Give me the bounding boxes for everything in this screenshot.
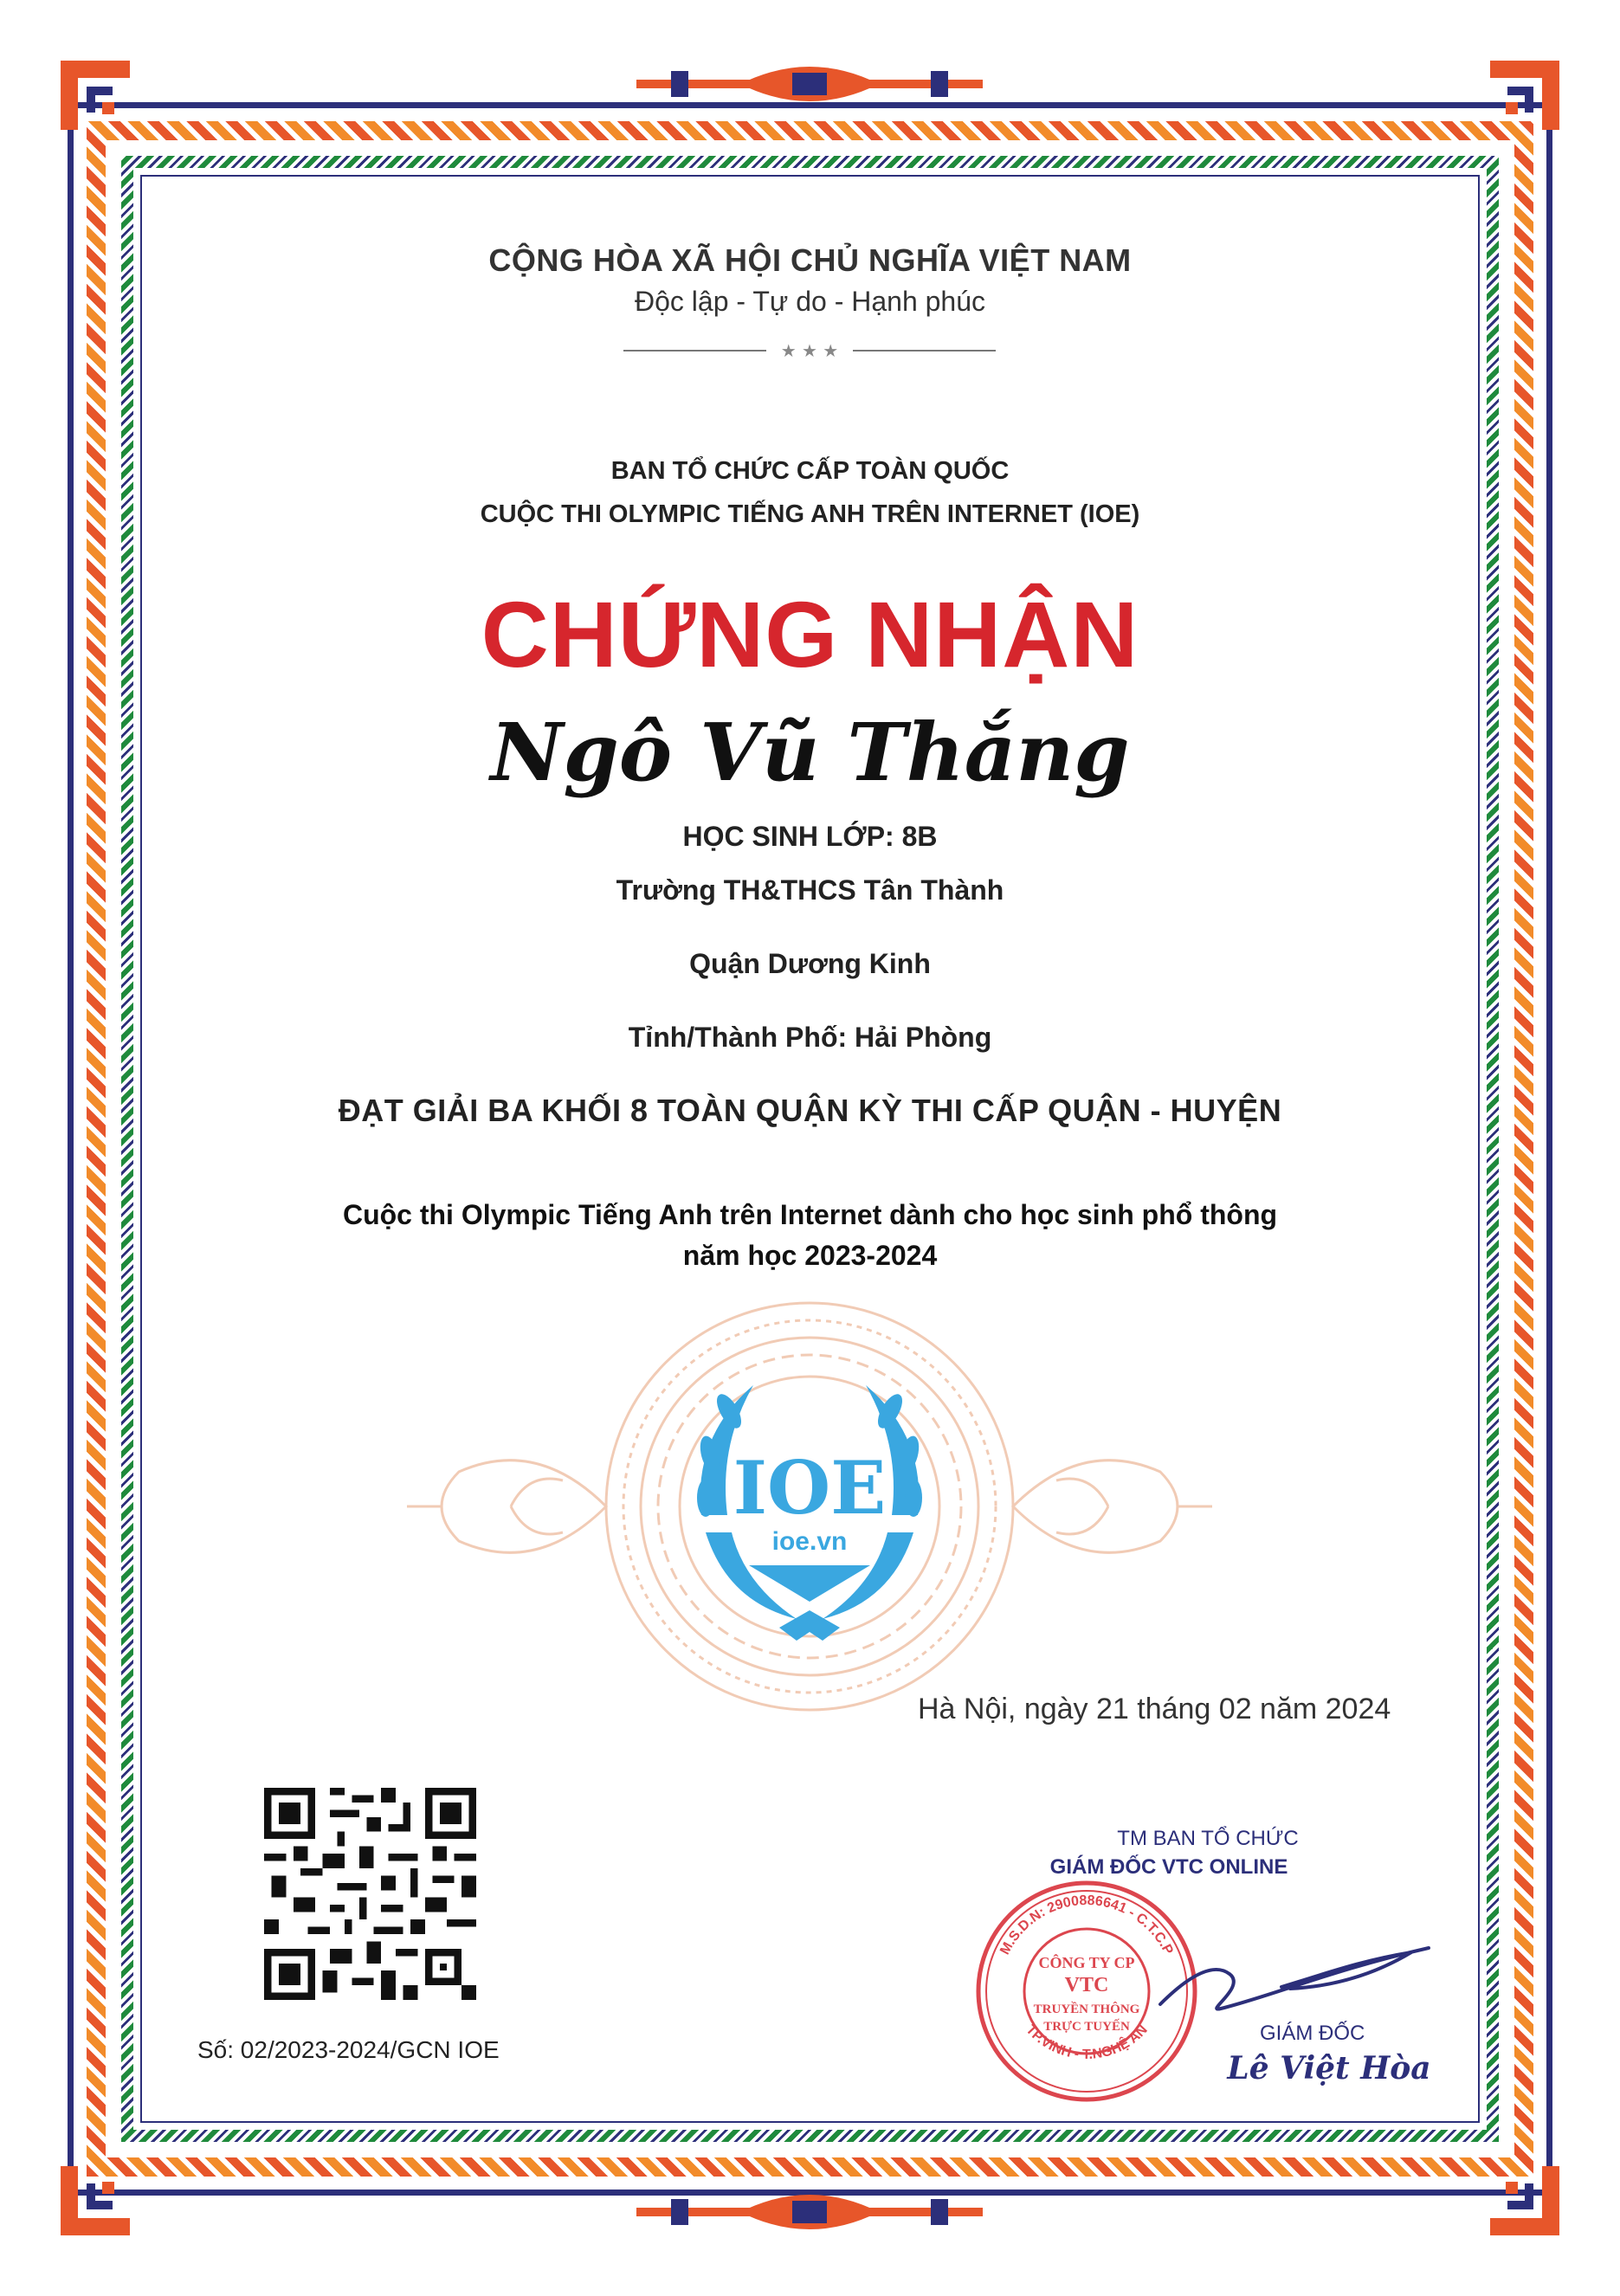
corner-ornament-bottom-right (1464, 2140, 1568, 2244)
corner-ornament-bottom-left (52, 2140, 156, 2244)
certificate-title: CHỨNG NHẬN (481, 582, 1139, 687)
organizer-line-1: BAN TỔ CHỨC CẤP TOÀN QUỐC (610, 457, 1010, 485)
national-motto: Độc lập - Tự do - Hạnh phúc (634, 286, 986, 317)
motto-divider-stars (623, 342, 996, 359)
signature-title-line-1: TM BAN TỔ CHỨC (1117, 1827, 1299, 1850)
contest-description-line-1: Cuộc thi Olympic Tiếng Anh trên Internet dành cho học sinh phổ thông (342, 1199, 1278, 1230)
award-text: ĐẠT GIẢI BA KHỐI 8 TOÀN QUẬN KỲ THI CẤP QUẬN - HUYỆN (338, 1093, 1282, 1128)
school-name: Trường TH&THCS Tân Thành (616, 874, 1004, 906)
ioe-logo-url: ioe.vn (771, 1527, 848, 1556)
organizer-line-2: CUỘC THI OLYMPIC TIẾNG ANH TRÊN INTERNET (IOE) (480, 500, 1140, 528)
svg-text:VTC: VTC (1064, 1974, 1109, 1996)
corner-ornament-top-left (52, 52, 156, 156)
district-name: Quận Dương Kinh (689, 948, 931, 979)
signer-role: GIÁM ĐỐC (1260, 2022, 1365, 2045)
signer-name: Lê Việt Hòa (1227, 2050, 1431, 2086)
svg-text:CÔNG TY CP: CÔNG TY CP (1038, 1954, 1135, 1971)
contest-description-line-2: năm học 2023-2024 (682, 1240, 938, 1271)
recipient-name: Ngô Vũ Thắng (490, 706, 1130, 799)
svg-text:TP.VINH - T.NGHỆ AN: TP.VINH - T.NGHỆ AN (1023, 2022, 1151, 2062)
student-class: HỌC SINH LỚP: 8B (682, 821, 938, 852)
svg-text:TRUYỀN THÔNG: TRUYỀN THÔNG (1033, 2003, 1140, 2016)
top-center-ornament (636, 54, 983, 114)
bottom-center-ornament (636, 2182, 983, 2242)
qr-code-icon (264, 1788, 476, 2000)
signature-title-line-2: GIÁM ĐỐC VTC ONLINE (1049, 1855, 1288, 1879)
svg-text:TRỰC TUYẾN: TRỰC TUYẾN (1043, 2020, 1130, 2034)
svg-text:★ ★ ★: ★ ★ ★ (780, 342, 839, 359)
certificate-number: Số: 02/2023-2024/GCN IOE (197, 2036, 500, 2063)
ioe-logo-text: IOE (733, 1445, 887, 1531)
country-heading: CỘNG HÒA XÃ HỘI CHỦ NGHĨA VIỆT NAM (488, 242, 1132, 278)
ioe-emblem (407, 1290, 1212, 1723)
corner-ornament-top-right (1464, 52, 1568, 156)
province-name: Tỉnh/Thành Phố: Hải Phòng (628, 1022, 992, 1053)
issue-date: Hà Nội, ngày 21 tháng 02 năm 2024 (918, 1693, 1391, 1725)
handwritten-signature (1152, 1926, 1437, 2030)
svg-text:M.S.D.N: 2900886641 - C.T.C.P: M.S.D.N: 2900886641 - C.T.C.P (997, 1893, 1176, 1957)
